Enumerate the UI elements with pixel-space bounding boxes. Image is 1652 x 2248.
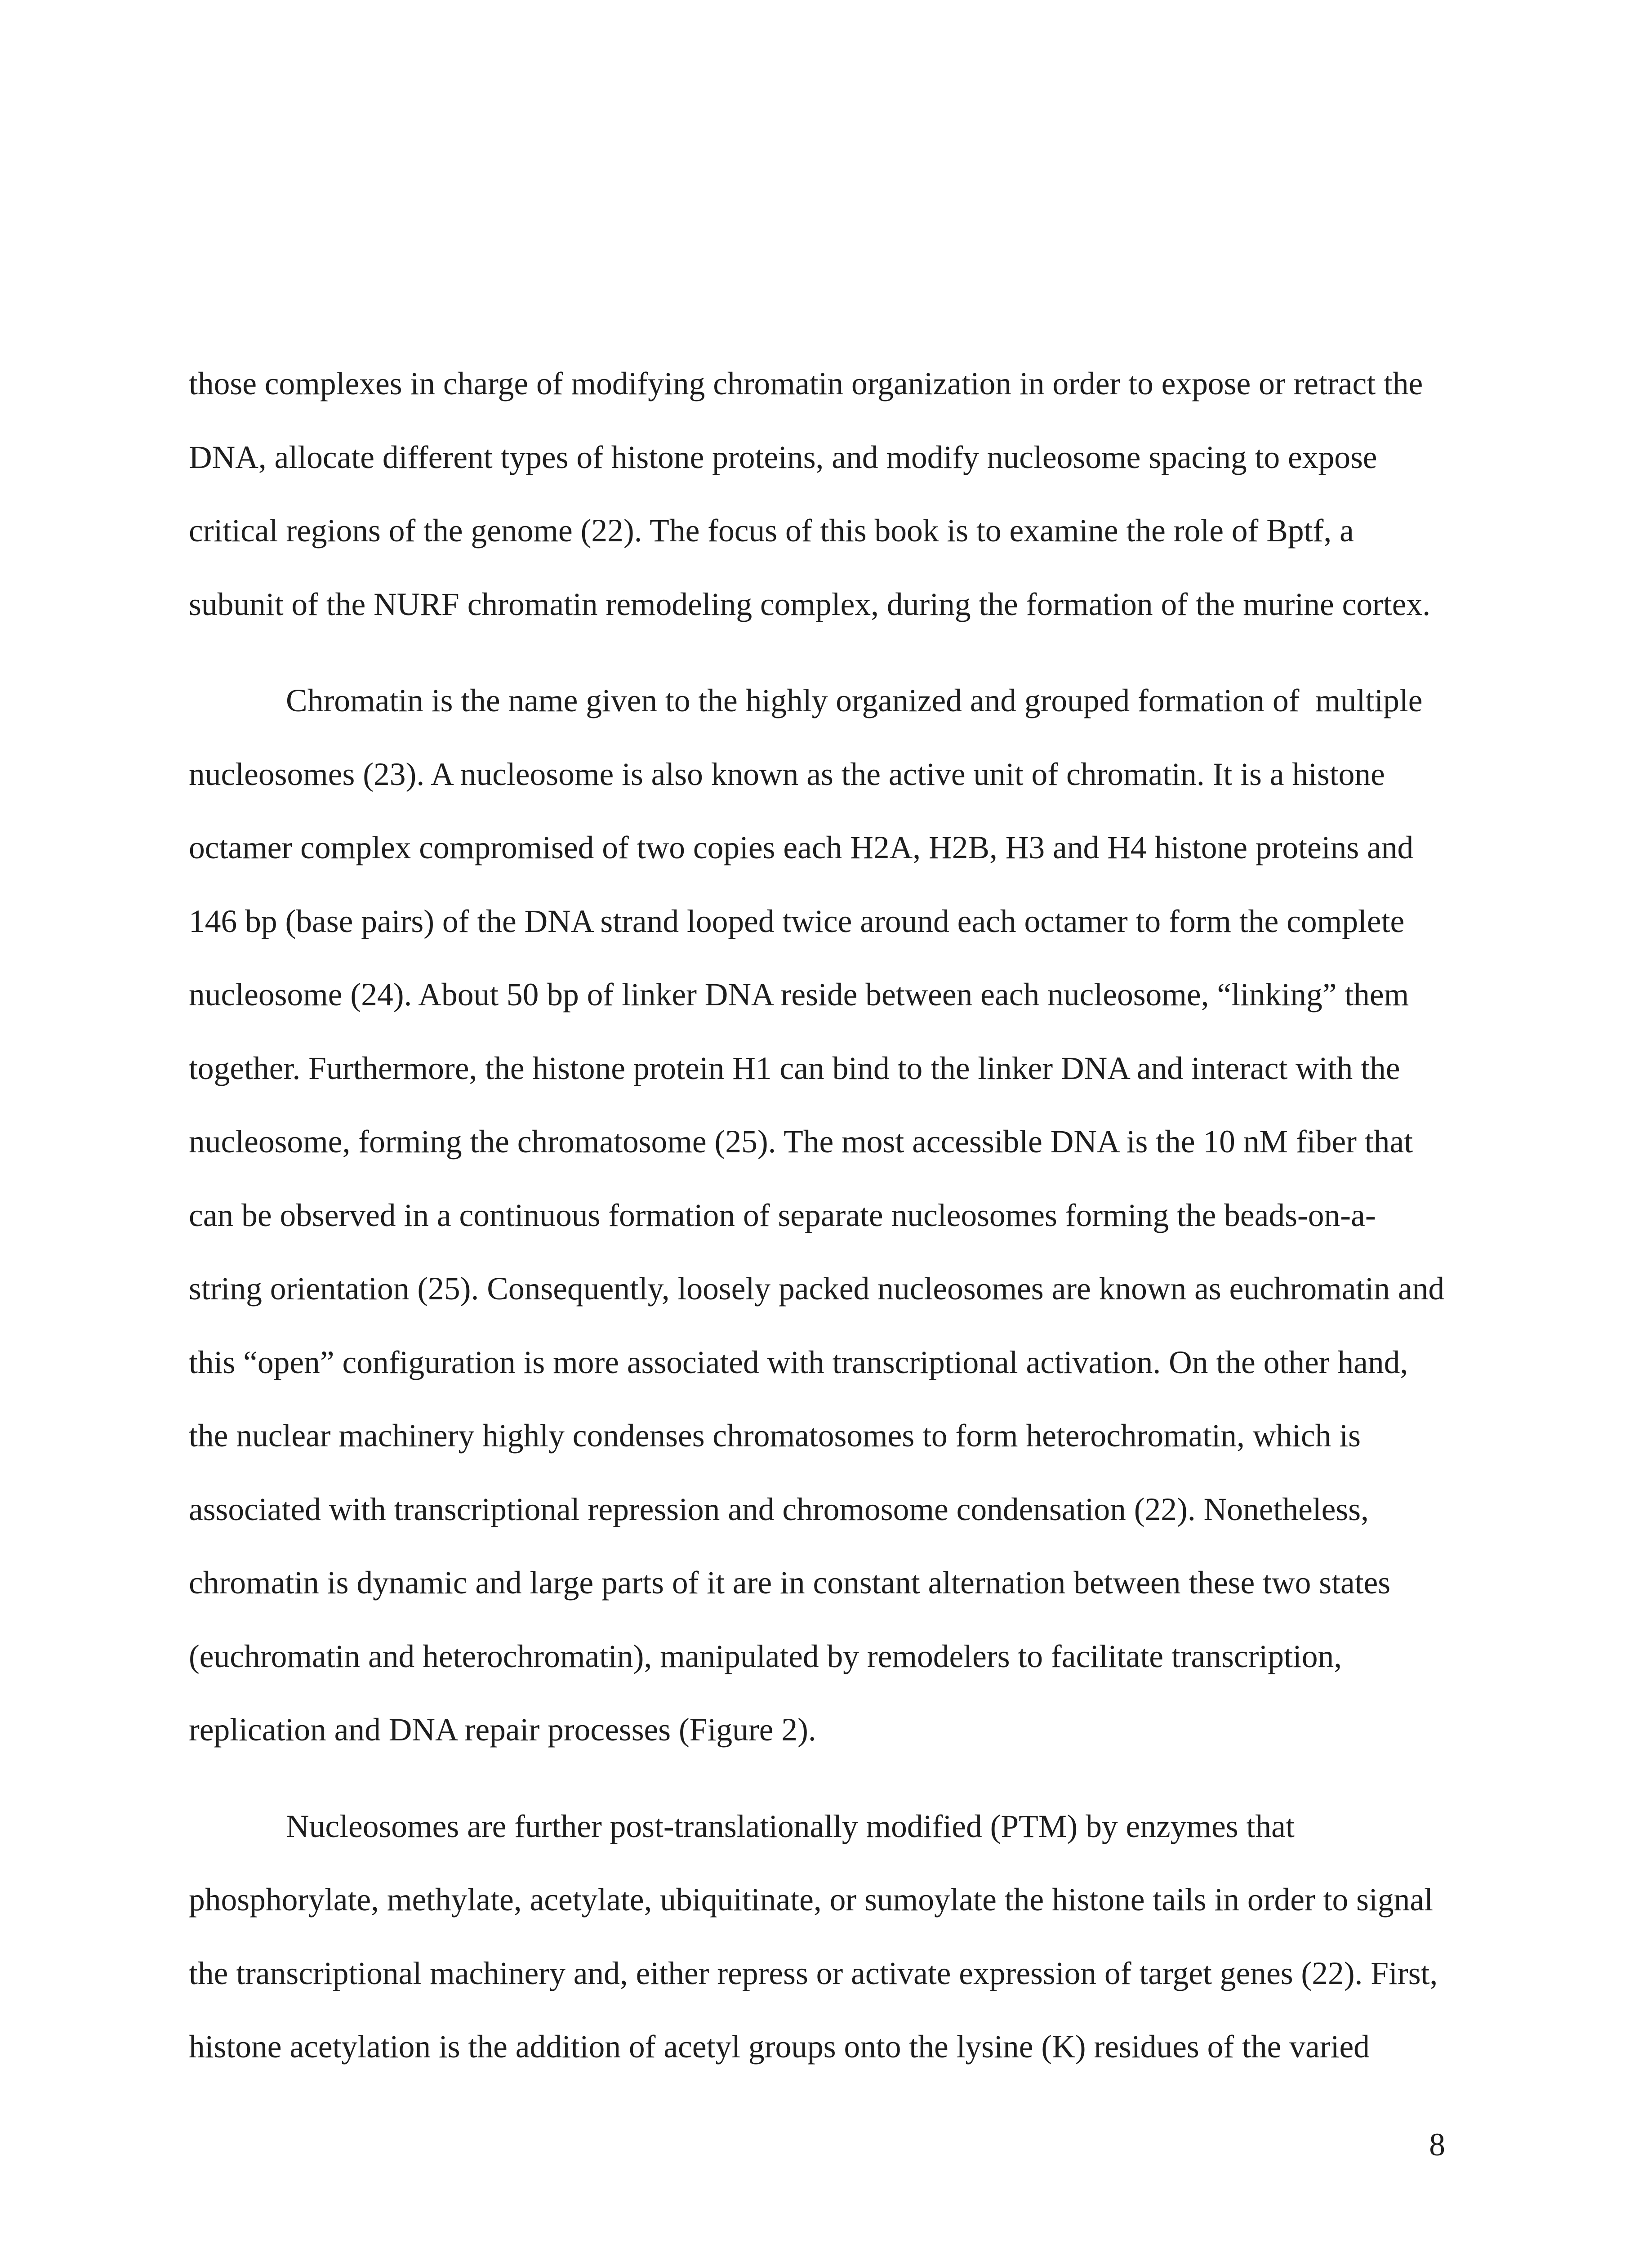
text-line: can be observed in a continuous formation of separate nucleosomes forming the beads-on-a-: [189, 1197, 1376, 1233]
text-line: nucleosomes (23). A nucleosome is also known as the active unit of chromatin. It is a histone: [189, 756, 1385, 792]
body-text: [189, 347, 1456, 2084]
paragraph: [189, 664, 1456, 1767]
text-line: subunit of the NURF chromatin remodeling complex, during the formation of the murine cortex.: [189, 586, 1431, 622]
text-line: string orientation (25). Consequently, loosely packed nucleosomes are known as euchromatin and: [189, 1271, 1445, 1307]
text-line: together. Furthermore, the histone protein H1 can bind to the linker DNA and interact with the: [189, 1050, 1400, 1086]
text-line: histone acetylation is the addition of acetyl groups onto the lysine (K) residues of the varied: [189, 2029, 1370, 2065]
text-line: critical regions of the genome (22). The focus of this book is to examine the role of Bptf, a: [189, 513, 1354, 549]
text-line: the nuclear machinery highly condenses chromatosomes to form heterochromatin, which is: [189, 1418, 1361, 1454]
text-line: the transcriptional machinery and, either repress or activate expression of target genes (22). First,: [189, 1955, 1438, 1991]
paragraph: [189, 1790, 1456, 2084]
text-line: nucleosome (24). About 50 bp of linker DNA reside between each nucleosome, “linking” them: [189, 977, 1409, 1012]
text-line: phosphorylate, methylate, acetylate, ubiquitinate, or sumoylate the histone tails in order to signal: [189, 1882, 1433, 1918]
text-line: those complexes in charge of modifying chromatin organization in order to expose or retract the: [189, 366, 1423, 401]
text-line: octamer complex compromised of two copies each H2A, H2B, H3 and H4 histone proteins and: [189, 830, 1414, 865]
text-line: Nucleosomes are further post-translationally modified (PTM) by enzymes that: [286, 1808, 1295, 1844]
text-line: nucleosome, forming the chromatosome (25). The most accessible DNA is the 10 nM fiber that: [189, 1124, 1413, 1160]
text-line: replication and DNA repair processes (Figure 2).: [189, 1712, 816, 1748]
text-line: this “open” configuration is more associated with transcriptional activation. On the other hand,: [189, 1344, 1408, 1380]
text-line: associated with transcriptional repression and chromosome condensation (22). Nonetheless,: [189, 1491, 1369, 1527]
text-line: chromatin is dynamic and large parts of it are in constant alternation between these two states: [189, 1565, 1391, 1601]
page-number: 8: [1429, 2127, 1445, 2163]
text-line: (euchromatin and heterochromatin), manipulated by remodelers to facilitate transcription,: [189, 1638, 1342, 1674]
text-line: DNA, allocate different types of histone proteins, and modify nucleosome spacing to expose: [189, 439, 1377, 475]
text-line: Chromatin is the name given to the highly organized and grouped formation of multiple: [286, 683, 1423, 718]
text-line: 146 bp (base pairs) of the DNA strand looped twice around each octamer to form the complete: [189, 903, 1405, 939]
paragraph: [189, 347, 1456, 641]
